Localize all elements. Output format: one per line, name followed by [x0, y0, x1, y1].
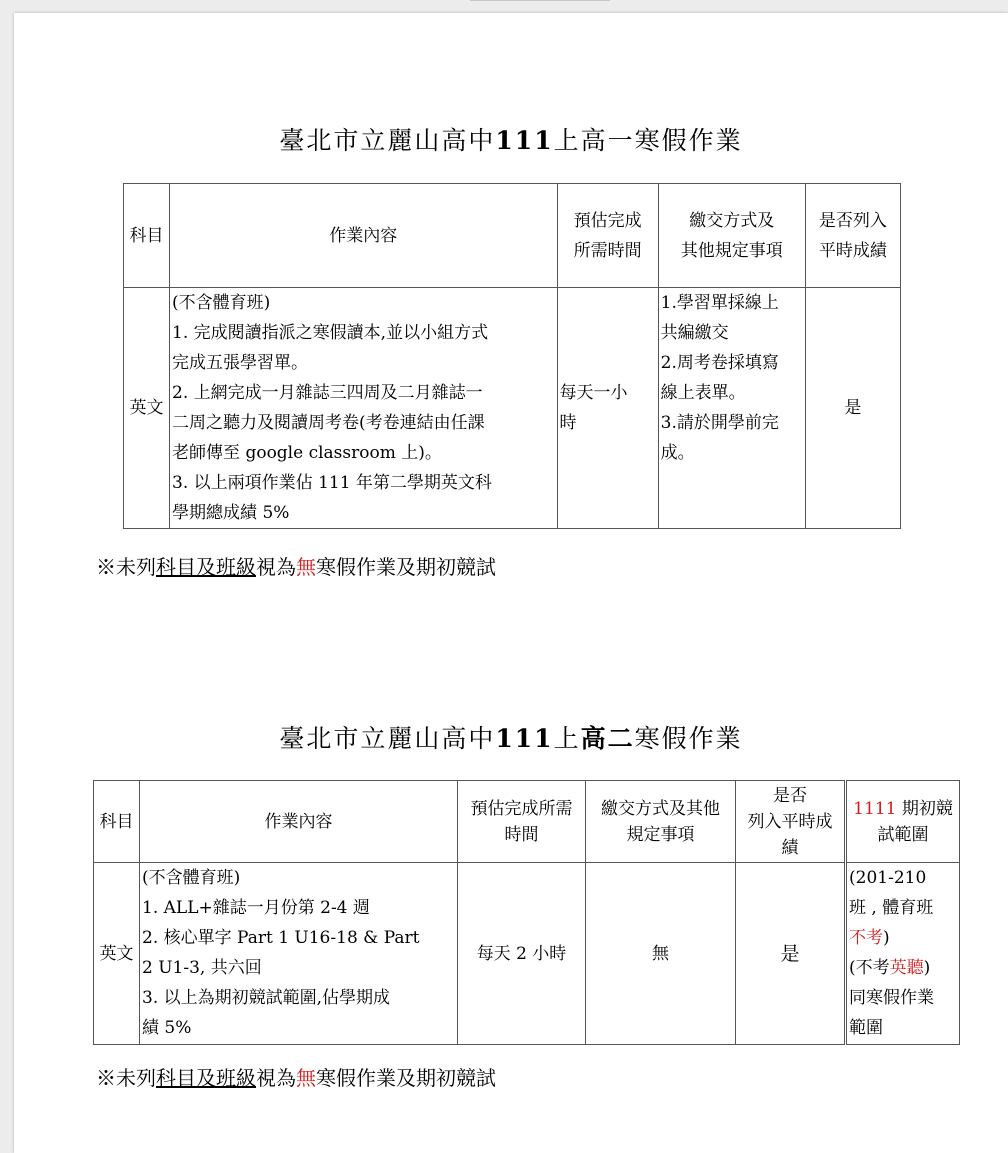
content-line: 二周之聽力及閱讀周考卷(考卷連結由任課	[172, 413, 485, 433]
content-line: 老師傳至 google classroom 上)。	[172, 443, 442, 463]
content-line: 1. ALL+雜誌一月份第 2-4 週	[142, 898, 370, 918]
header-time	[557, 184, 658, 288]
submit-line: 線上表單。	[660, 383, 746, 403]
content-line: 1. 完成閱讀指派之寒假讀本,並以小組方式	[172, 323, 489, 343]
note-text: 視為	[256, 1066, 296, 1090]
note-text: 視為	[256, 555, 296, 579]
title-text: 上	[553, 724, 581, 753]
header-line: 期初競	[896, 798, 953, 819]
content-line: (不含體育班)	[142, 868, 241, 888]
cell-content	[140, 863, 458, 1045]
cell-subject: 英文	[94, 863, 140, 1045]
section2-title	[14, 719, 1008, 755]
content-line: 學期總成績 5%	[172, 503, 290, 523]
content-line: (不含體育班)	[172, 293, 271, 313]
content-line: 績 5%	[142, 1018, 192, 1038]
range-line: (不考	[849, 958, 890, 978]
cell-content	[170, 288, 557, 529]
range-number: 1111	[853, 798, 897, 819]
submit-line: 2.周考卷採填寫	[660, 353, 779, 373]
cell-subject: 英文	[124, 288, 170, 529]
note-text: ※未列	[96, 555, 156, 579]
header-line: 列入平時成	[747, 811, 833, 832]
header-range	[846, 781, 960, 863]
time-line: 時	[559, 413, 577, 433]
submit-line: 3.請於開學前完	[660, 413, 779, 433]
content-line: 3. 以上為期初競試範圍,佔學期成	[142, 988, 391, 1008]
header-line: 所需時間	[573, 240, 642, 261]
range-line: )	[883, 928, 890, 948]
header-time	[458, 781, 586, 863]
range-line: )	[923, 958, 931, 978]
range-line: (201-210	[849, 868, 927, 888]
note-underlined: 科目及班級	[156, 1066, 256, 1090]
range-red: 不考	[849, 928, 883, 948]
table-header-row	[94, 781, 960, 863]
document-page	[14, 13, 1008, 1153]
header-subject: 科目	[94, 781, 140, 863]
time-line: 每天一小	[559, 383, 628, 403]
header-line: 平時成績	[818, 240, 887, 261]
note-text: 寒假作業及期初競試	[316, 1066, 496, 1090]
cell-time	[557, 288, 658, 529]
content-line: 3. 以上兩項作業佔 111 年第二學期英文科	[172, 473, 492, 493]
header-content: 作業內容	[170, 184, 557, 288]
content-line: 2 U1-3, 共六回	[142, 958, 262, 978]
header-line: 試範圍	[877, 824, 929, 845]
header-subject: 科目	[124, 184, 170, 288]
header-grade	[736, 781, 846, 863]
header-line: 預估完成	[573, 210, 642, 231]
note-red: 無	[296, 1066, 316, 1090]
title-bold: 高二	[580, 724, 635, 753]
cell-submit: 無	[586, 863, 736, 1045]
cell-submit	[658, 288, 805, 529]
section1-title	[14, 121, 1008, 157]
section2-footnote	[96, 1062, 496, 1091]
header-submit	[658, 184, 805, 288]
header-line: 其他規定事項	[680, 240, 783, 261]
header-line: 預估完成所需	[470, 798, 573, 819]
range-line: 班 , 體育班	[849, 898, 934, 918]
table-header-row	[124, 184, 901, 288]
cell-time: 每天 2 小時	[458, 863, 586, 1045]
title-number: 111	[495, 126, 554, 155]
submit-line: 1.學習單採線上	[660, 293, 779, 313]
range-red: 英聽	[889, 958, 924, 978]
note-text: 寒假作業及期初競試	[316, 555, 496, 579]
content-line: 2. 上網完成一月雜誌三四周及二月雜誌一	[172, 383, 483, 403]
content-line: 2. 核心單字 Part 1 U16-18 & Part	[142, 928, 420, 948]
note-underlined: 科目及班級	[156, 555, 256, 579]
header-content: 作業內容	[140, 781, 458, 863]
header-line: 績	[781, 837, 799, 858]
submit-line: 共編繳交	[660, 323, 729, 343]
cell-grade: 是	[805, 288, 900, 529]
title-number: 111	[495, 724, 554, 753]
header-submit	[586, 781, 736, 863]
header-line: 繳交方式及	[689, 210, 775, 231]
header-line: 繳交方式及其他	[601, 798, 720, 819]
note-text: ※未列	[96, 1066, 156, 1090]
header-line: 是否列入	[818, 210, 887, 231]
title-text: 上高一寒假作業	[553, 126, 743, 155]
submit-line: 成。	[660, 443, 695, 463]
table-row	[124, 288, 901, 529]
note-red: 無	[296, 555, 316, 579]
cell-grade: 是	[736, 863, 846, 1045]
header-line: 規定事項	[626, 824, 695, 845]
header-line: 是否	[773, 785, 807, 806]
range-line: 同寒假作業	[849, 988, 934, 1008]
header-line: 時間	[504, 824, 539, 845]
title-text: 寒假作業	[634, 724, 743, 753]
title-text: 臺北市立麗山高中	[279, 126, 496, 155]
title-text: 臺北市立麗山高中	[279, 724, 496, 753]
table-row	[94, 863, 960, 1045]
section2-table	[93, 780, 960, 1045]
header-grade	[805, 184, 900, 288]
section1-footnote	[96, 551, 496, 580]
section1-table	[123, 183, 901, 529]
cell-range	[846, 863, 960, 1045]
content-line: 完成五張學習單。	[172, 353, 309, 373]
top-scrollbar-edge	[470, 0, 610, 1]
range-line: 範圍	[849, 1018, 883, 1038]
